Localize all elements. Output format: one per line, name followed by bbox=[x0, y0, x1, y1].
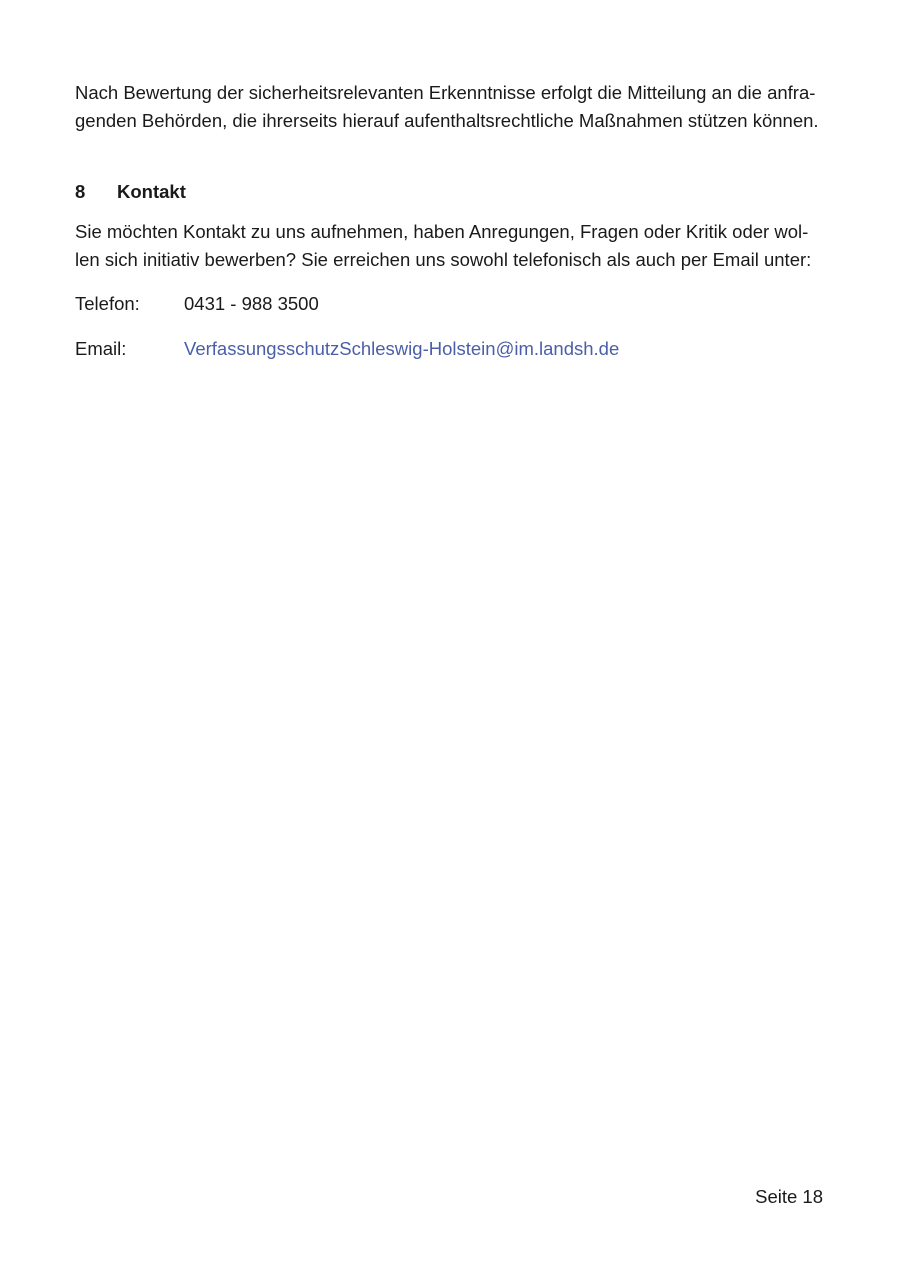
phone-number: 0431 - 988 3500 bbox=[184, 293, 319, 314]
email-label: Email: bbox=[75, 338, 127, 359]
paragraph-line: Nach Bewertung der sicherheitsrelevanten Erkenntnisse erfolgt die Mitteilung an die anfra- bbox=[75, 82, 816, 103]
section-heading bbox=[75, 178, 186, 205]
contact-paragraph bbox=[75, 218, 827, 273]
email-row bbox=[75, 335, 619, 362]
phone-row bbox=[75, 290, 319, 317]
paragraph-line: genden Behörden, die ihrerseits hierauf aufenthaltsrechtliche Maßnahmen stützen können. bbox=[75, 109, 819, 131]
section-title: Kontakt bbox=[117, 181, 186, 202]
section-number: 8 bbox=[75, 181, 86, 202]
intro-paragraph bbox=[75, 79, 827, 134]
email-link[interactable]: VerfassungsschutzSchleswig-Holstein@im.landsh.de bbox=[184, 338, 620, 359]
paragraph-line: Sie möchten Kontakt zu uns aufnehmen, haben Anregungen, Fragen oder Kritik oder wol- bbox=[75, 221, 809, 242]
phone-label: Telefon: bbox=[75, 293, 140, 314]
paragraph-line: len sich initiativ bewerben? Sie erreichen uns sowohl telefonisch als auch per Email unter: bbox=[75, 248, 812, 270]
page-number: Seite 18 bbox=[755, 1186, 823, 1207]
